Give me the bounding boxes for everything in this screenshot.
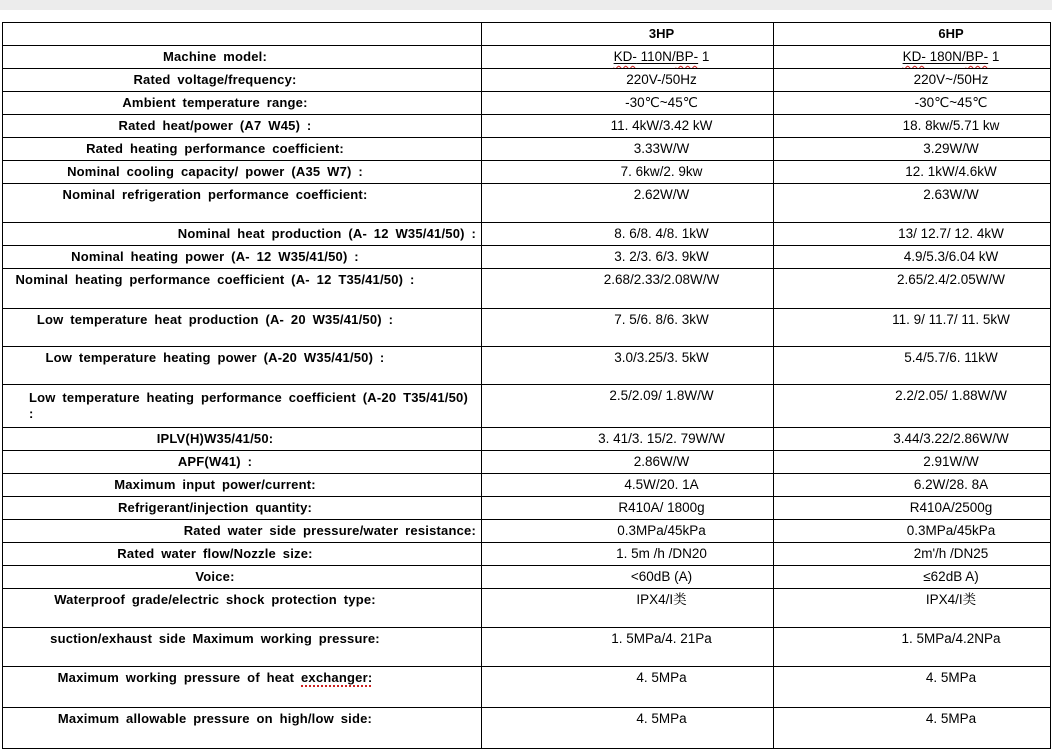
spec-label-cell: Waterproof grade/electric shock protection type: bbox=[3, 589, 482, 628]
spec-label-cell: Maximum allowable pressure on high/low side: bbox=[3, 708, 482, 749]
table-row bbox=[3, 451, 1051, 474]
table-row bbox=[3, 667, 1051, 708]
table-row bbox=[3, 46, 1051, 69]
spec-label-cell bbox=[3, 23, 482, 46]
spec-value-cell: 2.65/2.4/2.05W/W bbox=[774, 269, 1051, 309]
spec-label-cell bbox=[3, 667, 482, 708]
spec-value-cell: 2.2/2.05/ 1.88W/W bbox=[774, 385, 1051, 428]
spec-label-cell: Rated heat/power (A7 W45) : bbox=[3, 115, 482, 138]
spec-label-cell: Machine model: bbox=[3, 46, 482, 69]
model-code-text: 110N/ bbox=[636, 49, 676, 64]
spec-label-cell: Ambient temperature range: bbox=[3, 92, 482, 115]
spec-label-cell: suction/exhaust side Maximum working pressure: bbox=[3, 628, 482, 667]
table-row bbox=[3, 223, 1051, 246]
spec-value-cell: 8. 6/8. 4/8. 1kW bbox=[482, 223, 774, 246]
table-row bbox=[3, 269, 1051, 309]
spec-value-cell: 3.0/3.25/3. 5kW bbox=[482, 347, 774, 385]
model-code-spellcheck: BP- bbox=[965, 49, 989, 64]
table-row bbox=[3, 161, 1051, 184]
table-row bbox=[3, 566, 1051, 589]
spec-label-cell: Low temperature heating performance coefficient (A-20 T35/41/50) : bbox=[3, 385, 482, 428]
spec-label-cell: Rated voltage/frequency: bbox=[3, 69, 482, 92]
spec-value-cell: 2m'/h /DN25 bbox=[774, 543, 1051, 566]
spec-value-cell bbox=[774, 46, 1051, 69]
spec-label-cell: Low temperature heat production (A- 20 W35/41/50) : bbox=[3, 309, 482, 347]
spec-value-cell: R410A/ 1800g bbox=[482, 497, 774, 520]
spec-label-cell: Rated water flow/Nozzle size: bbox=[3, 543, 482, 566]
spec-value-cell: 1. 5m /h /DN20 bbox=[482, 543, 774, 566]
spec-value-cell: 220V~/50Hz bbox=[774, 69, 1051, 92]
spec-value-cell: 0.3MPa/45kPa bbox=[774, 520, 1051, 543]
spec-value-cell: IPX4/I类 bbox=[774, 589, 1051, 628]
spec-value-cell: R410A/2500g bbox=[774, 497, 1051, 520]
spec-value-cell: 1. 5MPa/4.2NPa bbox=[774, 628, 1051, 667]
table-row bbox=[3, 520, 1051, 543]
spec-value-cell: 3.33W/W bbox=[482, 138, 774, 161]
spec-label-cell: Voice: bbox=[3, 566, 482, 589]
spec-label-cell: Low temperature heating power (A-20 W35/41/50) : bbox=[3, 347, 482, 385]
table-row bbox=[3, 309, 1051, 347]
spec-label-cell: Rated heating performance coefficient: bbox=[3, 138, 482, 161]
model-code-spellcheck: KD- bbox=[613, 49, 637, 64]
model-code-text: 180N/ bbox=[925, 49, 966, 64]
spec-value-cell: 2.68/2.33/2.08W/W bbox=[482, 269, 774, 309]
spec-value-cell: 2.86W/W bbox=[482, 451, 774, 474]
spec-label-cell: Nominal cooling capacity/ power (A35 W7) : bbox=[3, 161, 482, 184]
spec-value-cell: 2.63W/W bbox=[774, 184, 1051, 223]
table-row bbox=[3, 628, 1051, 667]
spec-value-cell: -30℃~45℃ bbox=[774, 92, 1051, 115]
table-row bbox=[3, 497, 1051, 520]
column-header-cell: 3HP bbox=[482, 23, 774, 46]
table-row bbox=[3, 246, 1051, 269]
spec-value-cell: 220V-/50Hz bbox=[482, 69, 774, 92]
header-row bbox=[3, 23, 1051, 46]
spec-value-cell: 0.3MPa/45kPa bbox=[482, 520, 774, 543]
spec-table bbox=[2, 22, 1051, 749]
spec-value-cell: 3. 41/3. 15/2. 79W/W bbox=[482, 428, 774, 451]
model-code-underlined bbox=[614, 49, 699, 64]
spec-value-cell: 4. 5MPa bbox=[482, 708, 774, 749]
spec-value-cell: 3.44/3.22/2.86W/W bbox=[774, 428, 1051, 451]
spec-value-cell: -30℃~45℃ bbox=[482, 92, 774, 115]
column-header-cell: 6HP bbox=[774, 23, 1051, 46]
spec-value-cell: 12. 1kW/4.6kW bbox=[774, 161, 1051, 184]
spec-value-cell: 6.2W/28. 8A bbox=[774, 474, 1051, 497]
table-row bbox=[3, 708, 1051, 749]
label-text-spellcheck: exchanger: bbox=[301, 670, 373, 685]
spec-label-cell: Refrigerant/injection quantity: bbox=[3, 497, 482, 520]
spec-value-cell: 7. 6kw/2. 9kw bbox=[482, 161, 774, 184]
spec-value-cell: 18. 8kw/5.71 kw bbox=[774, 115, 1051, 138]
spec-value-cell: 2.62W/W bbox=[482, 184, 774, 223]
spec-label-cell: Nominal refrigeration performance coefficient: bbox=[3, 184, 482, 223]
spec-value-cell: ≤62dB A) bbox=[774, 566, 1051, 589]
spec-value-cell: 5.4/5.7/6. 11kW bbox=[774, 347, 1051, 385]
spec-value-cell: 2.5/2.09/ 1.8W/W bbox=[482, 385, 774, 428]
spec-value-cell: 4. 5MPa bbox=[774, 667, 1051, 708]
spec-value-cell: 4.5W/20. 1A bbox=[482, 474, 774, 497]
spec-value-cell: 4. 5MPa bbox=[774, 708, 1051, 749]
table-row bbox=[3, 92, 1051, 115]
table-row bbox=[3, 385, 1051, 428]
spec-value-cell bbox=[482, 46, 774, 69]
spec-label-cell: Nominal heating performance coefficient (A- 12 T35/41/50) : bbox=[3, 269, 482, 309]
spec-value-cell: 11. 9/ 11.7/ 11. 5kW bbox=[774, 309, 1051, 347]
model-code-spellcheck: KD- bbox=[902, 49, 926, 64]
model-code-underlined bbox=[903, 49, 989, 64]
spec-table-body bbox=[3, 23, 1051, 749]
spec-label-cell: Maximum input power/current: bbox=[3, 474, 482, 497]
table-row bbox=[3, 347, 1051, 385]
table-row bbox=[3, 428, 1051, 451]
table-row bbox=[3, 115, 1051, 138]
spec-label-cell: Rated water side pressure/water resistance: bbox=[3, 520, 482, 543]
spec-value-cell: 13/ 12.7/ 12. 4kW bbox=[774, 223, 1051, 246]
spec-label-cell: Nominal heating power (A- 12 W35/41/50) : bbox=[3, 246, 482, 269]
spec-value-cell: 3. 2/3. 6/3. 9kW bbox=[482, 246, 774, 269]
table-row bbox=[3, 543, 1051, 566]
spec-value-cell: 1. 5MPa/4. 21Pa bbox=[482, 628, 774, 667]
spec-value-cell: 11. 4kW/3.42 kW bbox=[482, 115, 774, 138]
spec-value-cell: 7. 5/6. 8/6. 3kW bbox=[482, 309, 774, 347]
table-row bbox=[3, 69, 1051, 92]
model-code-text: 1 bbox=[988, 49, 1000, 64]
table-row bbox=[3, 138, 1051, 161]
table-row bbox=[3, 184, 1051, 223]
document-top-margin-strip bbox=[0, 0, 1052, 10]
spec-value-cell: IPX4/I类 bbox=[482, 589, 774, 628]
spec-value-cell: 4. 5MPa bbox=[482, 667, 774, 708]
spec-label-cell: IPLV(H)W35/41/50: bbox=[3, 428, 482, 451]
spec-value-cell: <60dB (A) bbox=[482, 566, 774, 589]
table-row bbox=[3, 589, 1051, 628]
table-row bbox=[3, 474, 1051, 497]
spec-value-cell: 4.9/5.3/6.04 kW bbox=[774, 246, 1051, 269]
model-code-text: 1 bbox=[698, 49, 710, 64]
spec-value-cell: 2.91W/W bbox=[774, 451, 1051, 474]
model-code-spellcheck: BP- bbox=[675, 49, 699, 64]
spec-label-cell: Nominal heat production (A- 12 W35/41/50) : bbox=[3, 223, 482, 246]
spec-label-cell: APF(W41) : bbox=[3, 451, 482, 474]
spec-value-cell: 3.29W/W bbox=[774, 138, 1051, 161]
label-text: Maximum working pressure of heat bbox=[57, 670, 301, 685]
